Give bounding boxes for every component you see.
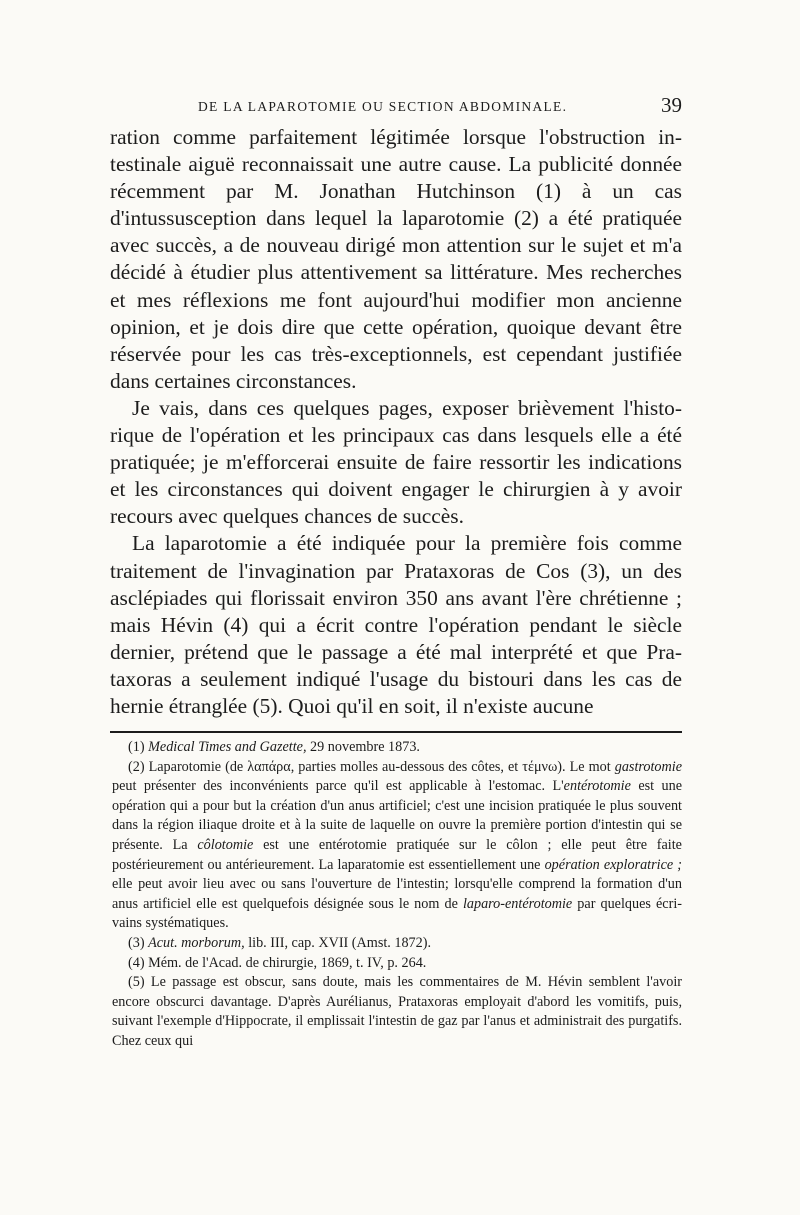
- main-text: [110, 124, 682, 720]
- running-title: DE LA LAPAROTOMIE OU SECTION ABDOMINALE.: [198, 99, 568, 114]
- term-operation-exploratrice: opération exploratrice ;: [544, 856, 682, 873]
- footnote-number: (1): [128, 739, 145, 755]
- term-laparo-enterotomie: laparo-entérotomie: [462, 895, 573, 912]
- footnote-1: [112, 738, 682, 758]
- footnote-text: est une entérotomie pratiquée sur le côlon ; elle peut être faite postérieurement ou antérieurement. La laparatomie est essentiellement une: [112, 836, 682, 873]
- page-header: [110, 95, 682, 121]
- footnote-5: (5) Le passage est obscur, sans doute, mais les commentaires de M. Hévin semblent l'avoir encore obscurci davantage. D'après Aurélianus, Prataxoras employait d'abord les vomitifs, puis, suivant l'exemple d'Hippocrate, il emplissait l'intestin de gaz par l'anus et administrait des purgatifs. Chez ceux qui: [112, 974, 682, 1049]
- footnote-4: (4) Mém. de l'Acad. de chirurgie, 1869, t. IV, p. 264.: [128, 954, 427, 971]
- footnote-text: (3): [128, 934, 149, 951]
- footnote-text: (2) Laparotomie (de λαπάρα, parties molles au-dessous des côtes, et τέμνω). Le mot: [128, 758, 615, 775]
- footnote-3: [112, 934, 682, 954]
- term-enterotomie: entérotomie: [563, 778, 631, 795]
- term-colotomie: côlotomie: [197, 836, 254, 853]
- footnote-text: lib. III, cap. XVII (Amst. 1872).: [244, 934, 432, 951]
- work-title: Acut. morborum,: [148, 934, 245, 951]
- term-gastrotomie: gastrotomie: [614, 758, 682, 775]
- footnote-text: 29 novembre 1873.: [306, 739, 420, 755]
- footnote-text: peut présenter des inconvénients parce qu'il est applicable à l'estomac. L': [112, 778, 564, 795]
- footnote-rule: [110, 731, 682, 733]
- footnote-text: elle peut avoir lieu avec ou sans l'ouverture de l'intestin; lorsqu'elle comprend la formation d'un anus artificiel elle est quelquefois désignée sous le nom de: [112, 876, 682, 912]
- paragraph: Je vais, dans ces quelques pages, exposer brièvement l'historique de l'opération et les principaux cas dans lesquels elle a été pratiquée; je m'efforcerai ensuite de faire ressortir les indications et les circonstances qui doivent engager le chirurgien à y avoir recours avec quelques chances de succès.: [110, 395, 682, 529]
- journal-title: Medical Times and Gazette,: [148, 739, 307, 755]
- footnote-text: est une opération qui a pour but la création d'un anus artificiel; c'est une incision pratiquée le plus souvent dans la région iliaque droite et à la suite de laquelle on ouvre la première portion d'intestin qui se présente. La: [112, 778, 682, 853]
- page-number: 39: [661, 93, 682, 117]
- footnote-2: [112, 758, 682, 934]
- footnotes: [112, 738, 682, 1052]
- footnote-text: par quelques écrivains systématiques.: [112, 895, 683, 932]
- paragraph: La laparotomie a été indiquée pour la première fois comme traitement de l'invagination par Prataxoras de Cos (3), un des asclépiades qui florissait environ 350 ans avant l'ère chrétienne ; mais Hévin (4) qui a écrit contre l'opération pendant le siècle dernier, prétend que le passage a été mal interprété et que Prataxoras a seulement indiqué l'usage du bistouri dans les cas de hernie étranglée (5). Quoi qu'il en soit, il n'existe aucune: [110, 531, 682, 718]
- paragraph-continued: ration comme parfaitement légitimée lorsque l'obstruction intestinale aiguë reconnaissait une autre cause. La publicité donnée récemment par M. Jonathan Hutchinson (1) à un cas d'intussusception dans lequel la laparotomie (2) a été pratiquée avec succès, a de nouveau dirigé mon attention sur le sujet et m'a décidé à étudier plus attentivement sa littérature. Mes recherches et mes réflexions me font aujourd'hui modifier mon ancienne opinion, et je dois dire que cette opération, quoique devant être réservée pour les cas très-exceptionnels, est cependant justifiée dans certaines circonstances.: [110, 125, 682, 393]
